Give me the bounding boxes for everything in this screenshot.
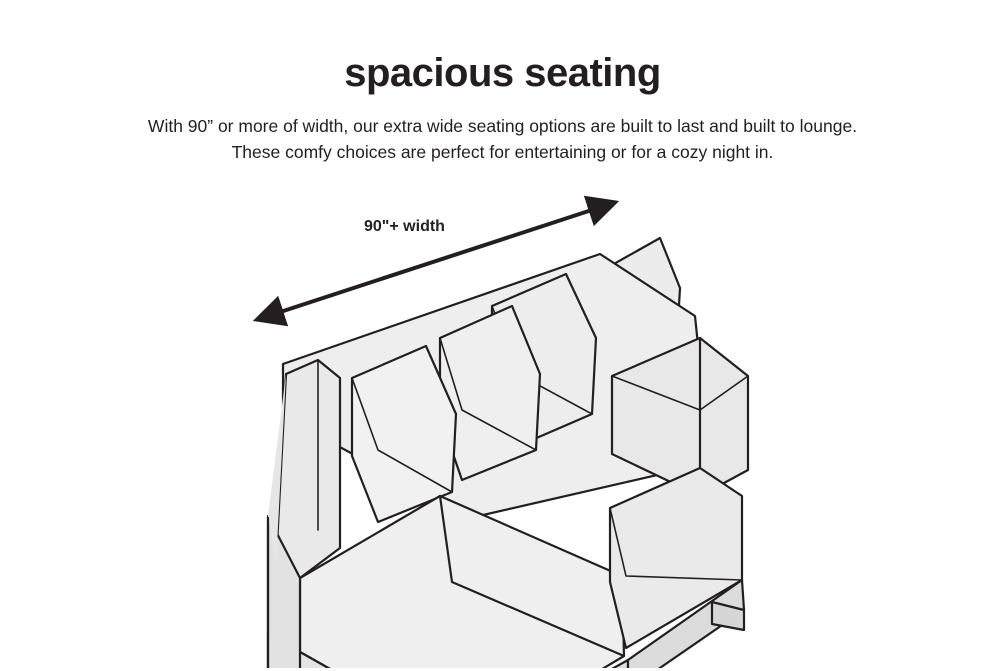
subtitle-line-1: With 90” or more of width, our extra wide seating options are built to last and built to lounge.: [147, 116, 858, 136]
subtitle-line-2: These comfy choices are perfect for entertaining or for a cozy night in.: [231, 142, 774, 163]
sofa-body: [268, 238, 748, 668]
sofa-illustration: [0, 178, 1005, 668]
page-title: spacious seating: [344, 51, 661, 95]
width-dimension-label: 90"+ width: [364, 218, 445, 235]
subtitle-block: [0, 113, 1005, 166]
